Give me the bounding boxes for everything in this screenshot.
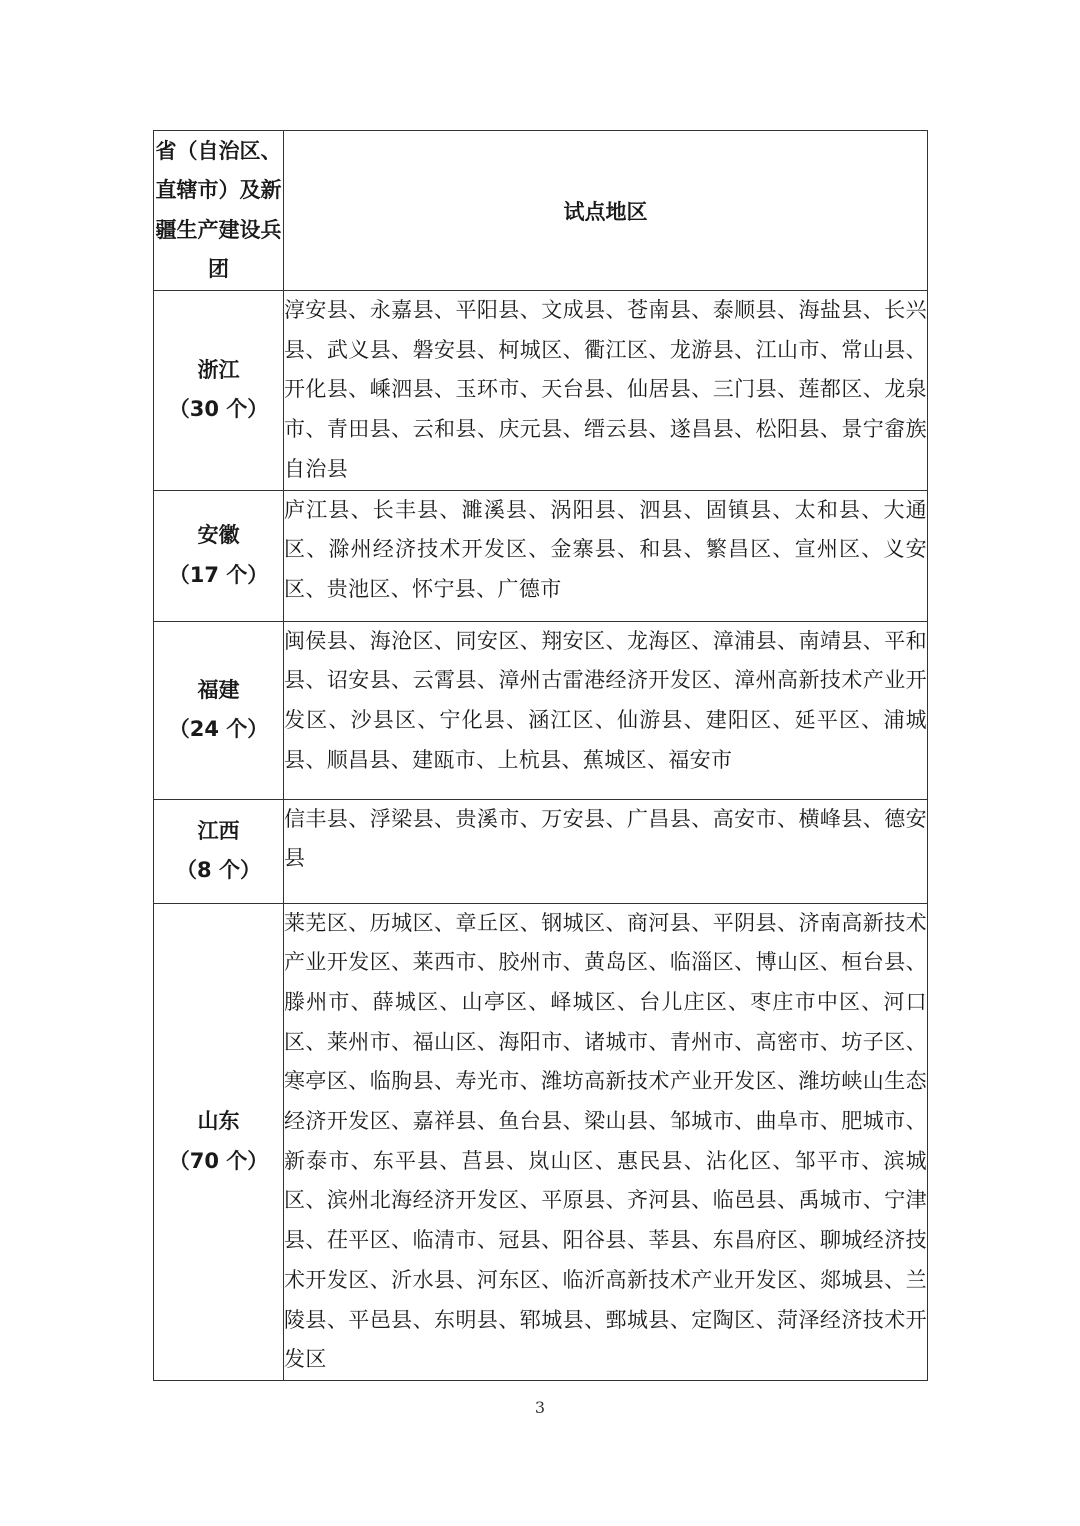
province-name: 浙江 — [197, 357, 240, 382]
province-cell — [154, 799, 284, 903]
table-row — [154, 490, 928, 621]
header-province-column: 省（自治区、直辖市）及新疆生产建设兵团 — [154, 131, 284, 291]
province-name: 安徽 — [197, 523, 240, 548]
province-count: （17 个） — [168, 562, 269, 587]
table-header-row — [154, 131, 928, 291]
table-row — [154, 799, 928, 903]
province-count: （70 个） — [168, 1148, 269, 1173]
province-count: （24 个） — [168, 717, 269, 742]
province-name: 江西 — [197, 818, 240, 843]
pilot-area-list: 庐江县、长丰县、濉溪县、涡阳县、泗县、固镇县、太和县、大通区、滁州经济技术开发区、金寨县、和县、繁昌区、宣州区、义安区、贵池区、怀宁县、广德市 — [284, 490, 928, 621]
page-number: 3 — [534, 1398, 546, 1417]
province-cell — [154, 903, 284, 1380]
province-cell — [154, 291, 284, 491]
pilot-area-list: 信丰县、浮梁县、贵溪市、万安县、广昌县、高安市、横峰县、德安县 — [284, 799, 928, 903]
province-name: 山东 — [197, 1109, 240, 1134]
pilot-area-list: 淳安县、永嘉县、平阳县、文成县、苍南县、泰顺县、海盐县、长兴县、武义县、磐安县、柯城区、衢江区、龙游县、江山市、常山县、开化县、嵊泗县、玉环市、天台县、仙居县、三门县、莲都区、龙泉市、青田县、云和县、庆元县、缙云县、遂昌县、松阳县、景宁畲族自治县 — [284, 291, 928, 491]
pilot-area-list: 莱芜区、历城区、章丘区、钢城区、商河县、平阴县、济南高新技术产业开发区、莱西市、胶州市、黄岛区、临淄区、博山区、桓台县、滕州市、薛城区、山亭区、峄城区、台儿庄区、枣庄市中区、河口区、莱州市、福山区、海阳市、诸城市、青州市、高密市、坊子区、寒亭区、临朐县、寿光市、潍坊高新技术产业开发区、潍坊峡山生态经济开发区、嘉祥县、鱼台县、梁山县、邹城市、曲阜市、肥城市、新泰市、东平县、莒县、岚山区、惠民县、沾化区、邹平市、滨城区、滨州北海经济开发区、平原县、齐河县、临邑县、禹城市、宁津县、茌平区、临清市、冠县、阳谷县、莘县、东昌府区、聊城经济技术开发区、沂水县、河东区、临沂高新技术产业开发区、郯城县、兰陵县、平邑县、东明县、郓城县、鄄城县、定陶区、菏泽经济技术开发区 — [284, 903, 928, 1380]
header-area-column: 试点地区 — [284, 131, 928, 291]
table-row — [154, 621, 928, 799]
pilot-areas-table — [153, 130, 928, 1381]
province-cell — [154, 621, 284, 799]
province-cell — [154, 490, 284, 621]
province-count: （30 个） — [168, 397, 269, 422]
province-count: （8 个） — [176, 858, 261, 883]
table-row — [154, 903, 928, 1380]
table-row — [154, 291, 928, 491]
province-name: 福建 — [197, 677, 240, 702]
pilot-area-list: 闽侯县、海沧区、同安区、翔安区、龙海区、漳浦县、南靖县、平和县、诏安县、云霄县、漳州古雷港经济开发区、漳州高新技术产业开发区、沙县区、宁化县、涵江区、仙游县、建阳区、延平区、浦城县、顺昌县、建瓯市、上杭县、蕉城区、福安市 — [284, 621, 928, 799]
